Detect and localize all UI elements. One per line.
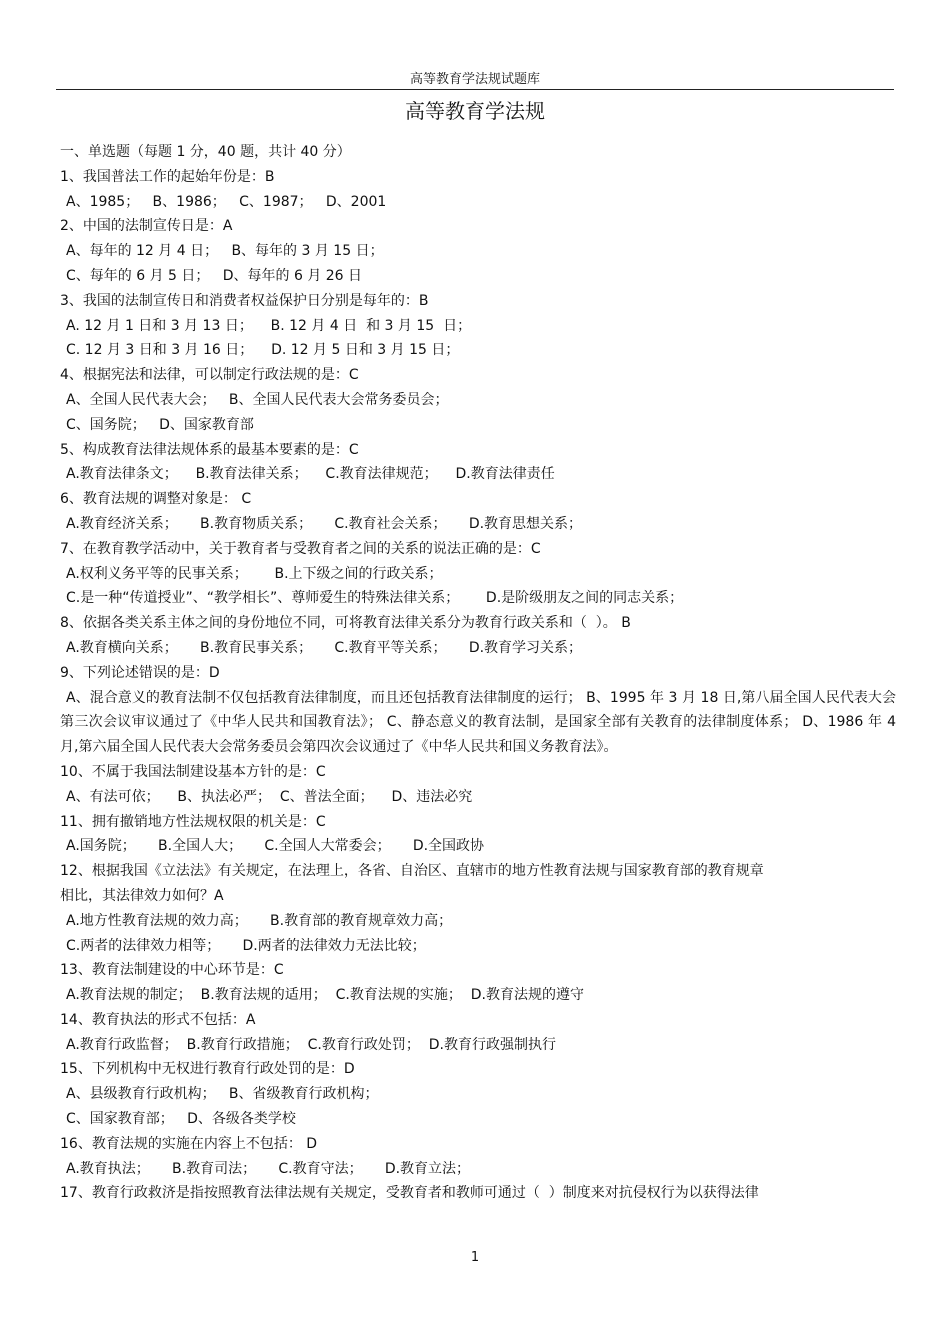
question-options-paragraph: A、混合意义的教育法制不仅包括教育法律制度，而且还包括教育法律制度的运行； B、1995 年 3 月 18 日,第八届全国人民代表大会第三次会议审议通过了《中华人民共和国教育法》； C、静态意义的教育法制，是国家全部有关教育的法律制度体系； D、1986 年 4 月,第六届全国人民代表大会常务委员会第四次会议通过了《中华人民共和国义务教育法》。: [60, 689, 896, 756]
question-options: C、每年的 6 月 5 日； D、每年的 6 月 26 日: [66, 267, 363, 284]
question-stem: 15、下列机构中无权进行教育行政处罚的是：D: [60, 1061, 355, 1078]
document-body: [60, 140, 896, 1206]
question-stem: 5、构成教育法律法规体系的最基本要素的是：C: [60, 441, 359, 458]
question-options: A.权利义务平等的民事关系； B.上下级之间的行政关系；: [66, 565, 443, 582]
question-options: A.教育法规的制定； B.教育法规的适用； C.教育法规的实施； D.教育法规的遵守: [66, 987, 584, 1004]
question-stem: 8、依据各类关系主体之间的身份地位不同，可将教育法律关系分为教育行政关系和（ ）。 B: [60, 615, 631, 632]
question-stem: 7、在教育教学活动中，关于教育者与受教育者之间的关系的说法正确的是：C: [60, 540, 541, 557]
section-heading: 一、单选题（每题 1 分，40 题，共计 40 分）: [60, 144, 351, 160]
question-options: A.国务院； B.全国人大； C.全国人大常委会； D.全国政协: [66, 838, 485, 855]
question-options: A.教育行政监督； B.教育行政措施； C.教育行政处罚； D.教育行政强制执行: [66, 1036, 556, 1053]
question-options: C.两者的法律效力相等； D.两者的法律效力无法比较；: [66, 937, 426, 954]
question-stem: 3、我国的法制宣传日和消费者权益保护日分别是每年的：B: [60, 292, 429, 309]
question-options: A.教育执法； B.教育司法； C.教育守法； D.教育立法；: [66, 1160, 471, 1177]
question-options: A、1985； B、1986； C、1987； D、2001: [66, 193, 387, 210]
question-options: A.地方性教育法规的效力高； B.教育部的教育规章效力高；: [66, 912, 453, 929]
question-options: A、有法可依； B、执法必严； C、普法全面； D、违法必究: [66, 788, 473, 805]
question-options: A.教育经济关系； B.教育物质关系； C.教育社会关系； D.教育思想关系；: [66, 515, 583, 532]
question-options: A.教育横向关系； B.教育民事关系； C.教育平等关系； D.教育学习关系；: [66, 639, 583, 656]
question-stem: 11、拥有撤销地方性法规权限的机关是：C: [60, 813, 326, 830]
question-options: A. 12 月 1 日和 3 月 13 日； B. 12 月 4 日 和 3 月 15 日；: [66, 317, 472, 334]
question-stem: 9、下列论述错误的是：D: [60, 664, 220, 681]
question-options: C. 12 月 3 日和 3 月 16 日； D. 12 月 5 日和 3 月 15 日；: [66, 342, 460, 359]
question-stem: 13、教育法制建设的中心环节是：C: [60, 962, 284, 979]
page-number: 1: [470, 1250, 480, 1265]
question-options: A、全国人民代表大会； B、全国人民代表大会常务委员会；: [66, 391, 449, 408]
question-stem: 14、教育执法的形式不包括：A: [60, 1011, 256, 1028]
question-stem: 2、中国的法制宣传日是：A: [60, 218, 233, 235]
question-stem: 16、教育法规的实施在内容上不包括： D: [60, 1135, 318, 1152]
question-options: A、每年的 12 月 4 日； B、每年的 3 月 15 日；: [66, 243, 384, 260]
question-stem: 4、根据宪法和法律，可以制定行政法规的是：C: [60, 367, 359, 384]
document-title: 高等教育学法规: [405, 99, 545, 123]
question-options: A、县级教育行政机构； B、省级教育行政机构；: [66, 1086, 379, 1103]
question-options: A.教育法律条文； B.教育法律关系； C.教育法律规范； D.教育法律责任: [66, 466, 555, 483]
question-stem: 12、根据我国《立法法》有关规定，在法理上，各省、自治区、直辖市的地方性教育法规与国家教育部的教育规章: [60, 863, 764, 880]
question-options: C、国务院； D、国家教育部: [66, 416, 254, 433]
question-stem: 10、不属于我国法制建设基本方针的是：C: [60, 763, 326, 780]
question-options: C、国家教育部； D、各级各类学校: [66, 1111, 296, 1128]
question-stem-continued: 相比，其法律效力如何？A: [60, 887, 224, 904]
header-divider: [56, 89, 894, 90]
question-options: C.是一种“传道授业”、“教学相长”、尊师爱生的特殊法律关系； D.是阶级朋友之间的同志关系；: [66, 590, 684, 607]
question-stem: 6、教育法规的调整对象是： C: [60, 491, 252, 508]
question-stem: 1、我国普法工作的起始年份是：B: [60, 168, 275, 185]
question-stem: 17、教育行政救济是指按照教育法律法规有关规定，受教育者和教师可通过（ ）制度来对抗侵权行为以获得法律: [60, 1185, 759, 1202]
running-header: 高等教育学法规试题库: [409, 72, 540, 87]
